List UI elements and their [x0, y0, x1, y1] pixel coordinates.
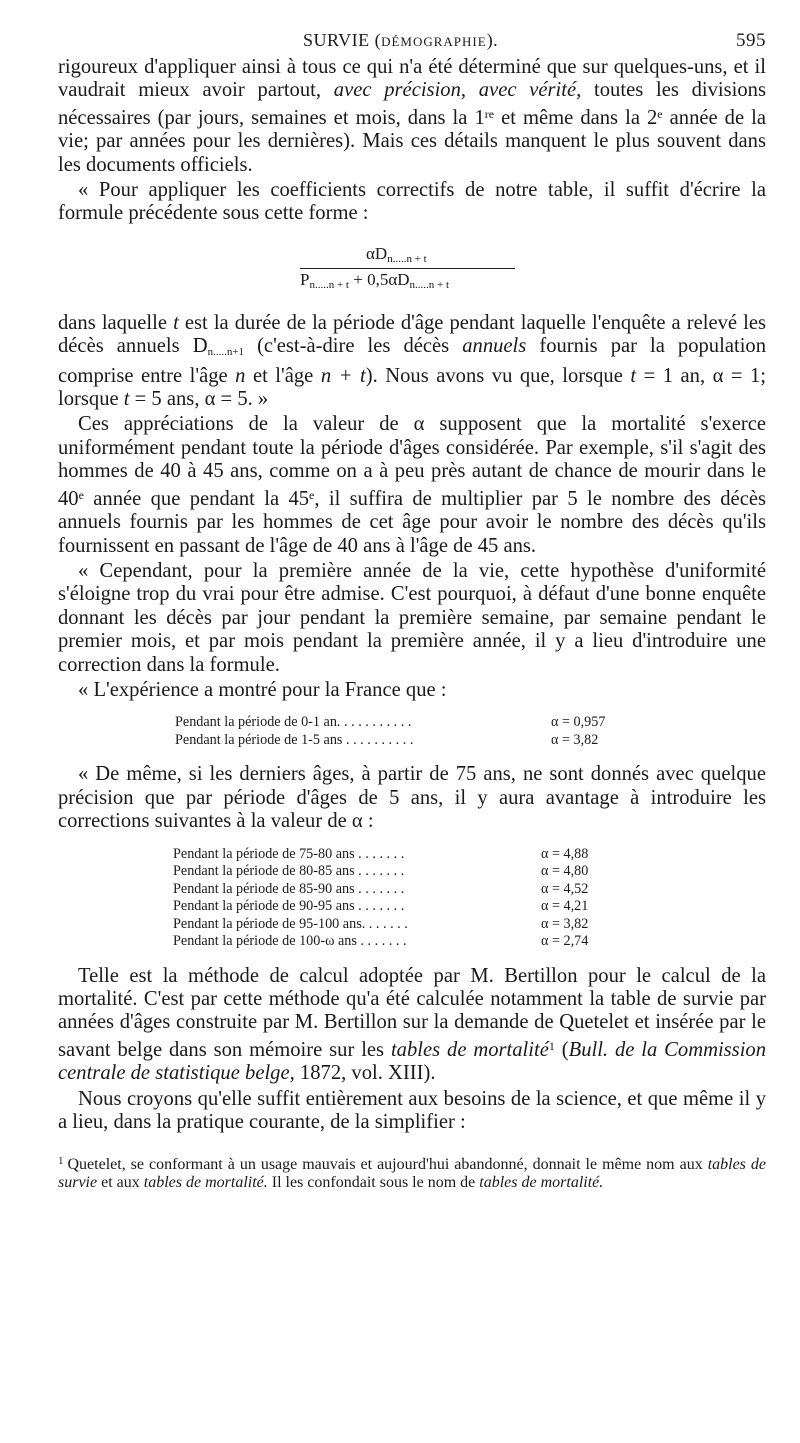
- row-value: α = 4,21: [541, 898, 589, 915]
- p1-sup-2: e: [657, 106, 663, 121]
- formula-den-rest: + 0,5αD: [348, 269, 410, 289]
- formula-denominator: [300, 270, 449, 291]
- formula-den-p-sub: n.....n + t: [309, 278, 349, 291]
- p3-var-nt: n + t: [320, 364, 366, 387]
- page-number: 595: [736, 30, 766, 51]
- table-row: [58, 933, 766, 951]
- paragraph-4: [58, 413, 766, 557]
- paragraph-8: [58, 965, 766, 1086]
- p1-text-a: rigoureux d'appliquer ainsi à tous ce qui n'a été déterminé que sur quelques-uns, et il vaudrait mieux avoir partout,: [58, 56, 766, 102]
- row-label: Pendant la période de 1-5 ans . . . . . . . . . .: [175, 731, 414, 748]
- p1-sup-1: re: [484, 106, 495, 121]
- formula: [58, 240, 766, 306]
- row-value: α = 4,52: [541, 880, 589, 897]
- footnote-ref: 1: [548, 1038, 555, 1053]
- row-label: Pendant la période de 80-85 ans . . . . . . .: [173, 863, 405, 880]
- footnote-text-b: et aux: [97, 1174, 144, 1192]
- row-label: Pendant la période de 90-95 ans . . . . . . .: [173, 898, 405, 915]
- p4-sup-2: e: [309, 487, 315, 502]
- paragraph-3: [58, 312, 766, 412]
- p1-text-d: et même dans la 2: [494, 106, 658, 129]
- row-value: α = 0,957: [551, 714, 606, 731]
- footnote-text-a: Quetelet, se conformant à un usage mauvais et aujourd'hui abandonné, donnait le même nom aux: [67, 1156, 708, 1174]
- table-row: [58, 846, 766, 864]
- p3-var-n: n: [235, 364, 246, 387]
- p3-text-a: dans laquelle: [58, 311, 174, 334]
- p8-italic-bulletin: Bull. de la Commission centrale de statistique belge,: [58, 1038, 767, 1085]
- row-value: α = 4,88: [541, 845, 589, 862]
- footnote-text-c: Il les confondait sous le nom de: [267, 1174, 480, 1192]
- formula-den-rest-sub: n.....n + t: [409, 278, 450, 291]
- footnote-italic-3: tables de mortalité.: [479, 1174, 604, 1192]
- p3-text-d: fournis par la population comprise entre l'âge: [58, 335, 767, 387]
- alpha-table-last-ages: [58, 846, 766, 951]
- p3-text-c: (c'est-à-dire les décès: [244, 335, 463, 358]
- p8-text-c: 1872, vol. XIII).: [294, 1062, 436, 1085]
- p1-text-c: toutes les divisions nécessaires (par jours, semaines et mois, dans la 1: [58, 79, 766, 129]
- footnote-mark: 1: [58, 1155, 64, 1168]
- table-row: [58, 732, 766, 750]
- header-title-small-caps: DÉMOGRAPHIE: [381, 34, 487, 49]
- fraction-bar: [300, 268, 515, 269]
- formula-den-p: P: [300, 269, 310, 289]
- row-value: α = 3,82: [551, 731, 599, 748]
- table-row: [58, 863, 766, 881]
- row-label: Pendant la période de 100-ω ans . . . . . . .: [173, 933, 407, 950]
- footnote: [58, 1152, 766, 1192]
- footnote-italic-1: tables de survie: [58, 1156, 766, 1192]
- p3-italic-annuels: annuels: [462, 335, 527, 358]
- table-row: [58, 916, 766, 934]
- paragraph-1: [58, 56, 766, 177]
- p4-text-b: année que pendant la 45: [83, 487, 310, 510]
- p4-sup-1: e: [78, 487, 84, 502]
- formula-numerator: [366, 244, 427, 265]
- p8-text-a: Telle est la méthode de calcul adoptée par M. Bertillon pour le calcul de la mortalité. C'est par cette méthode qu'a été calculée notamment la table de survie par années d'âges construite par M. Bertillon sur la demande de Quetelet et insérée par le savant belge dans son mémoire sur les: [58, 964, 766, 1061]
- row-value: α = 4,80: [541, 863, 589, 880]
- row-value: α = 2,74: [541, 933, 589, 950]
- p4-text-a: Ces appréciations de la valeur de α supposent que la mortalité s'exerce uniformément pendant toute la période d'âges considérée. Par exemple, s'il s'agit des hommes de 40 à 45 ans, comme on a à peu près autant de chance de mourir dans le 40: [58, 413, 766, 510]
- p1-italic: avec précision, avec vérité,: [333, 79, 582, 102]
- p8-text-b: (: [554, 1038, 569, 1061]
- p3-var-t2: t: [630, 364, 637, 387]
- p3-text-e: et l'âge: [245, 364, 321, 387]
- formula-numerator-sub: n.....n + t: [387, 252, 427, 265]
- paragraph-7: « De même, si les derniers âges, à partir de 75 ans, ne sont donnés avec quelque précision que par période d'âges de 5 ans, il y aura avantage à introduire les corrections suivantes à la valeur de α :: [58, 763, 766, 833]
- header-title-main: SURVIE (: [303, 30, 382, 50]
- p3-sub: n.....n+1: [207, 346, 245, 359]
- row-label: Pendant la période de 95-100 ans. . . . . . .: [173, 915, 408, 932]
- running-header: [58, 28, 766, 56]
- table-row: [58, 881, 766, 899]
- formula-numerator-text: αD: [366, 243, 388, 263]
- footnote-italic-2: tables de mortalité.: [143, 1174, 268, 1192]
- p3-var-t: t: [173, 311, 179, 334]
- alpha-table-first-ages: [58, 714, 766, 749]
- p8-italic-tables: tables de mortalité: [390, 1038, 549, 1061]
- table-row: [58, 898, 766, 916]
- paragraph-9: Nous croyons qu'elle suffit entièrement aux besoins de la science, et que même il y a lieu, dans la pratique courante, de la simplifier :: [58, 1087, 766, 1133]
- table-row: [58, 714, 766, 732]
- row-label: Pendant la période de 75-80 ans . . . . . . .: [173, 845, 405, 862]
- p3-var-t3: t: [123, 388, 130, 411]
- row-label: Pendant la période de 0-1 an. . . . . . . . . . .: [175, 714, 412, 731]
- row-value: α = 3,82: [541, 915, 589, 932]
- p3-text-g: = 1 an, α = 1; lorsque: [58, 364, 767, 411]
- p3-text-f: ). Nous avons vu que, lorsque: [365, 364, 631, 387]
- p3-text-h: = 5 ans, α = 5. »: [129, 388, 269, 411]
- p1-text-e: année de la vie; par années pour les dernières). Mais ces détails manquent le plus souvent dans les documents officiels.: [58, 106, 766, 176]
- p3-text-b: est la durée de la période d'âge pendant laquelle l'enquête a relevé les décès annuels D: [58, 311, 766, 358]
- paragraph-2: « Pour appliquer les coefficients correctifs de notre table, il suffit d'écrire la formule précédente sous cette forme :: [58, 179, 766, 225]
- header-title-close: ).: [486, 30, 499, 50]
- page: [58, 28, 766, 1192]
- header-title: [303, 30, 498, 51]
- paragraph-6: « L'expérience a montré pour la France que :: [78, 678, 447, 701]
- row-label: Pendant la période de 85-90 ans . . . . . . .: [173, 880, 405, 897]
- paragraph-5: « Cependant, pour la première année de la vie, cette hypothèse d'uniformité s'éloigne trop du vrai pour être admise. C'est pourquoi, à défaut d'une bonne enquête donnant les décès par jour pendant la première semaine, par semaine pendant le premier mois, et par mois pendant la première année, il y a lieu d'introduire une correction dans la formule.: [58, 559, 766, 676]
- p4-text-c: , il suffira de multiplier par 5 le nombre des décès annuels fournis par les hommes de cet âge pour avoir le nombre des décès qu'ils fournissent en passant de l'âge de 40 ans à l'âge de 45 ans.: [58, 487, 766, 557]
